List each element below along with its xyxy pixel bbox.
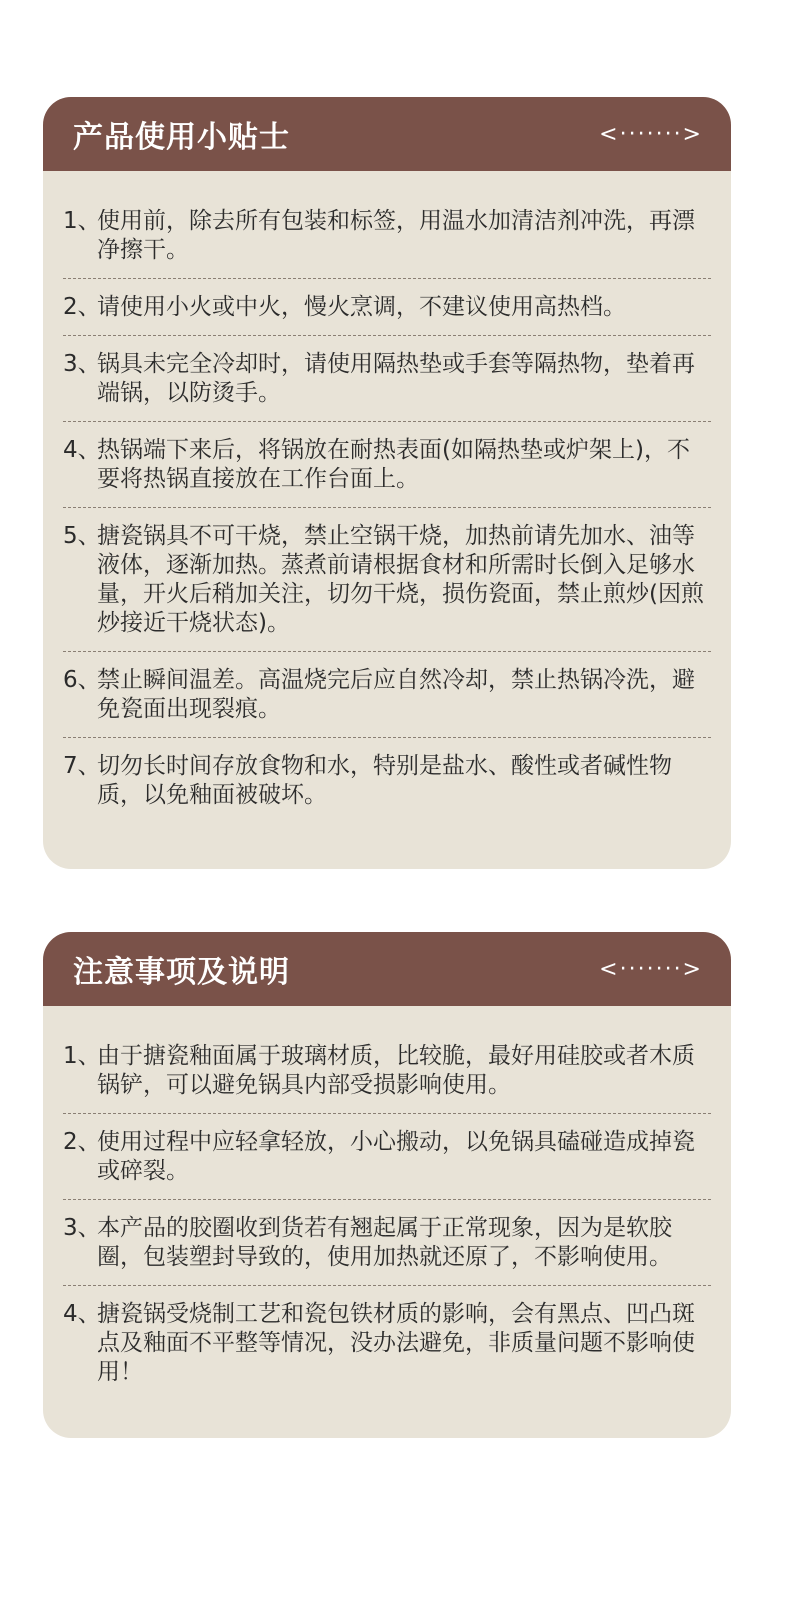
item-number: 2、 — [63, 294, 101, 320]
list-item — [63, 293, 711, 336]
notes-list — [43, 1006, 731, 1400]
tips-card — [43, 97, 731, 869]
list-item — [63, 436, 711, 508]
tips-list — [43, 171, 731, 823]
card-header — [43, 932, 731, 1006]
item-number: 1、 — [63, 208, 101, 234]
item-number: 7、 — [63, 753, 101, 779]
item-number: 1、 — [63, 1043, 101, 1069]
item-text: 使用过程中应轻拿轻放，小心搬动，以免锅具磕碰造成掉瓷或碎裂。 — [97, 1129, 695, 1184]
list-item — [63, 1128, 711, 1200]
item-number: 3、 — [63, 351, 101, 377]
list-item — [63, 752, 711, 823]
list-item — [63, 1042, 711, 1114]
card-title: 产品使用小贴士 — [73, 120, 290, 155]
item-number: 6、 — [63, 667, 101, 693]
item-text: 搪瓷锅受烧制工艺和瓷包铁材质的影响，会有黑点、凹凸斑点及釉面不平整等情况，没办法避免，非质量问题不影响使用！ — [97, 1301, 695, 1385]
item-text: 切勿长时间存放食物和水，特别是盐水、酸性或者碱性物质，以免釉面被破坏。 — [97, 753, 672, 808]
item-text: 热锅端下来后，将锅放在耐热表面(如隔热垫或炉架上)，不要将热锅直接放在工作台面上。 — [97, 437, 690, 492]
item-text: 由于搪瓷釉面属于玻璃材质，比较脆，最好用硅胶或者木质锅铲，可以避免锅具内部受损影响使用。 — [97, 1043, 695, 1098]
list-item — [63, 522, 711, 652]
item-text: 禁止瞬间温差。高温烧完后应自然冷却，禁止热锅冷洗，避免瓷面出现裂痕。 — [97, 667, 695, 722]
carousel-arrows-icon: <·······> — [599, 121, 703, 147]
card-header — [43, 97, 731, 171]
list-item — [63, 1300, 711, 1400]
item-text: 本产品的胶圈收到货若有翘起属于正常现象，因为是软胶圈，包装塑封导致的，使用加热就还原了，不影响使用。 — [97, 1215, 672, 1270]
item-text: 请使用小火或中火，慢火烹调，不建议使用高热档。 — [97, 294, 626, 320]
item-text: 使用前，除去所有包装和标签，用温水加清洁剂冲洗，再漂净擦干。 — [97, 208, 695, 263]
item-text: 搪瓷锅具不可干烧，禁止空锅干烧，加热前请先加水、油等液体，逐渐加热。蒸煮前请根据食材和所需时长倒入足够水量，开火后稍加关注，切勿干烧，损伤瓷面，禁止煎炒(因煎炒接近干烧状态)。 — [97, 523, 704, 636]
list-item — [63, 350, 711, 422]
item-number: 4、 — [63, 1301, 101, 1327]
list-item — [63, 207, 711, 279]
item-number: 4、 — [63, 437, 101, 463]
list-item — [63, 1214, 711, 1286]
item-number: 5、 — [63, 523, 101, 549]
item-text: 锅具未完全冷却时，请使用隔热垫或手套等隔热物，垫着再端锅，以防烫手。 — [97, 351, 695, 406]
card-title: 注意事项及说明 — [73, 955, 290, 990]
item-number: 3、 — [63, 1215, 101, 1241]
carousel-arrows-icon: <·······> — [599, 956, 703, 982]
notes-card — [43, 932, 731, 1438]
item-number: 2、 — [63, 1129, 101, 1155]
list-item — [63, 666, 711, 738]
